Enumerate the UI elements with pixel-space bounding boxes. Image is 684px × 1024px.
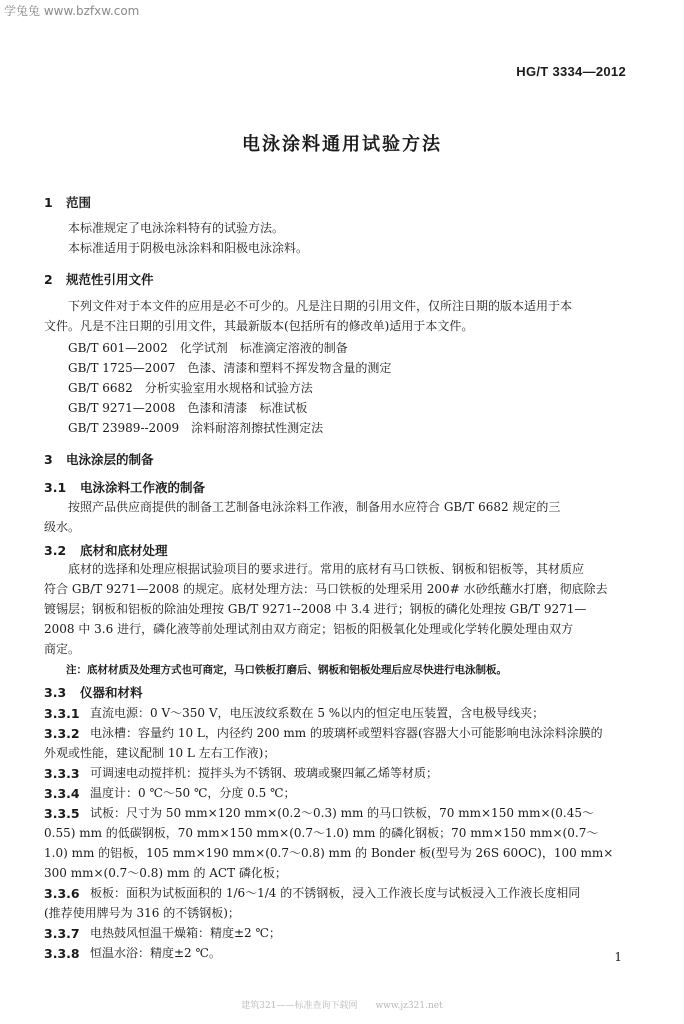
text-line: 电热鼓风恒温干燥箱：精度±2 ℃； <box>90 926 281 940</box>
text-line: 试板：尺寸为 50 mm×120 mm×(0.2～0.3) mm 的马口铁板，70 mm×150 mm×(0.45～ <box>90 806 594 820</box>
text-line: 电泳槽：容量约 10 L，内径约 200 mm 的玻璃杯或塑料容器(容器大小可能影响电泳涂料涂膜的 <box>90 726 603 740</box>
note: 注：底材材质及处理方式也可商定，马口铁板打磨后、钢板和铝板处理后应尽快进行电泳制板。 <box>66 664 507 676</box>
text-line: 符合 GB/T 9271—2008 的规定。底材处理方法：马口铁板的处理采用 200# 水砂纸蘸水打磨，彻底除去 <box>44 582 608 596</box>
item-text <box>90 703 624 723</box>
section-title: 电泳涂层的制备 <box>66 452 154 467</box>
watermark-bottom: 建筑321——标准查询下载网 www.jz321.net <box>241 1001 443 1011</box>
normative-intro <box>44 296 622 336</box>
working-solution-paragraph <box>44 497 622 537</box>
reference-item: GB/T 9271—2008 色漆和清漆 标准试板 <box>68 401 308 415</box>
text-line: 商定。 <box>44 642 81 656</box>
subsection-3-2-heading <box>44 541 168 559</box>
section-title: 仪器和材料 <box>80 685 143 700</box>
section-1-heading <box>44 193 91 211</box>
reference-item: GB/T 6682 分析实验室用水规格和试验方法 <box>68 381 313 395</box>
page-number: 1 <box>614 950 622 964</box>
reference-item: GB/T 23989--2009 涂料耐溶剂擦拭性测定法 <box>68 421 324 435</box>
text-line: 下列文件对于本文件的应用是必不可少的。凡是注日期的引用文件，仅所注日期的版本适用于本 <box>68 299 573 313</box>
page-title: 电泳涂料通用试验方法 <box>242 134 442 155</box>
section-number: 3 <box>44 452 53 467</box>
text-line: 恒温水浴：精度±2 ℃。 <box>90 946 221 960</box>
watermark-top: 学兔兔 www.bzfxw.com <box>4 4 140 18</box>
section-title: 电泳涂料工作液的制备 <box>80 480 206 495</box>
text-line: 温度计：0 ℃～50 ℃，分度 0.5 ℃； <box>90 786 296 800</box>
text-line: 可调速电动搅拌机：搅拌头为不锈钢、玻璃或聚四氟乙烯等材质； <box>90 766 439 780</box>
section-title: 规范性引用文件 <box>66 272 154 287</box>
text-line: (推荐使用牌号为 316 的不锈钢板)； <box>44 906 240 920</box>
text-line: 1.0) mm 的铝板，105 mm×190 mm×(0.7～0.8) mm 的 Bonder 板(型号为 26S 60OC)，100 mm× <box>44 846 614 860</box>
substrate-paragraph <box>44 559 622 659</box>
text-line: 外观或性能，建议配制 10 L 左右工作液)； <box>44 746 276 760</box>
text-line: 按照产品供应商提供的制备工艺制备电泳涂料工作液，制备用水应符合 GB/T 6682 规定的三 <box>68 500 561 514</box>
item-text <box>90 783 624 803</box>
text-line: 文件。凡是不注日期的引用文件，其最新版本(包括所有的修改单)适用于本文件。 <box>44 319 474 333</box>
item-number: 3.3.8 <box>44 946 80 961</box>
section-2-heading <box>44 270 154 288</box>
section-number: 3.1 <box>44 480 67 495</box>
standard-code: HG/T 3334—2012 <box>516 64 626 79</box>
section-title: 底材和底材处理 <box>80 543 168 558</box>
section-number: 2 <box>44 272 53 287</box>
item-number: 3.3.4 <box>44 786 80 801</box>
section-number: 3.2 <box>44 543 67 558</box>
section-title: 范围 <box>66 195 92 210</box>
reference-item: GB/T 1725—2007 色漆、清漆和塑料不挥发物含量的测定 <box>68 361 392 375</box>
item-number: 3.3.3 <box>44 766 80 781</box>
subsection-3-3-heading <box>44 683 143 701</box>
text-line: 板板：面积为试板面积的 1/6～1/4 的不锈钢板，浸入工作液长度与试板浸入工作液长度相同 <box>90 886 581 900</box>
section-number: 3.3 <box>44 685 67 700</box>
scope-line: 本标准适用于阴极电泳涂料和阳极电泳涂料。 <box>68 241 309 255</box>
section-3-heading <box>44 450 154 468</box>
text-line: 300 mm×(0.7～0.8) mm 的 ACT 磷化板； <box>44 866 287 880</box>
item-number: 3.3.1 <box>44 706 80 721</box>
subsection-3-1-heading <box>44 478 205 496</box>
item-number: 3.3.7 <box>44 926 80 941</box>
text-line: 级水。 <box>44 520 81 534</box>
scope-line: 本标准规定了电泳涂料特有的试验方法。 <box>68 221 285 235</box>
item-text <box>90 763 624 783</box>
text-line: 镀锡层；钢板和铝板的除油处理按 GB/T 9271--2008 中 3.4 进行；钢板的磷化处理按 GB/T 9271— <box>44 602 587 616</box>
text-line: 0.55) mm 的低碳钢板，70 mm×150 mm×(0.7～1.0) mm 的磷化钢板；70 mm×150 mm×(0.7～ <box>44 826 599 840</box>
item-number: 3.3.5 <box>44 806 80 821</box>
item-text <box>90 943 624 963</box>
text-line: 直流电源：0 V～350 V，电压波纹系数在 5 %以内的恒定电压装置，含电极导线夹； <box>90 706 545 720</box>
item-number: 3.3.2 <box>44 726 80 741</box>
text-line: 2008 中 3.6 进行，磷化液等前处理试剂由双方商定；铝板的阳极氧化处理或化学转化膜处理由双方 <box>44 622 574 636</box>
reference-item: GB/T 601—2002 化学试剂 标准滴定溶液的制备 <box>68 341 348 355</box>
item-number: 3.3.6 <box>44 886 80 901</box>
section-number: 1 <box>44 195 53 210</box>
text-line: 底材的选择和处理应根据试验项目的要求进行。常用的底材有马口铁板、钢板和铝板等，其材质应 <box>68 562 585 576</box>
item-text <box>90 923 624 943</box>
